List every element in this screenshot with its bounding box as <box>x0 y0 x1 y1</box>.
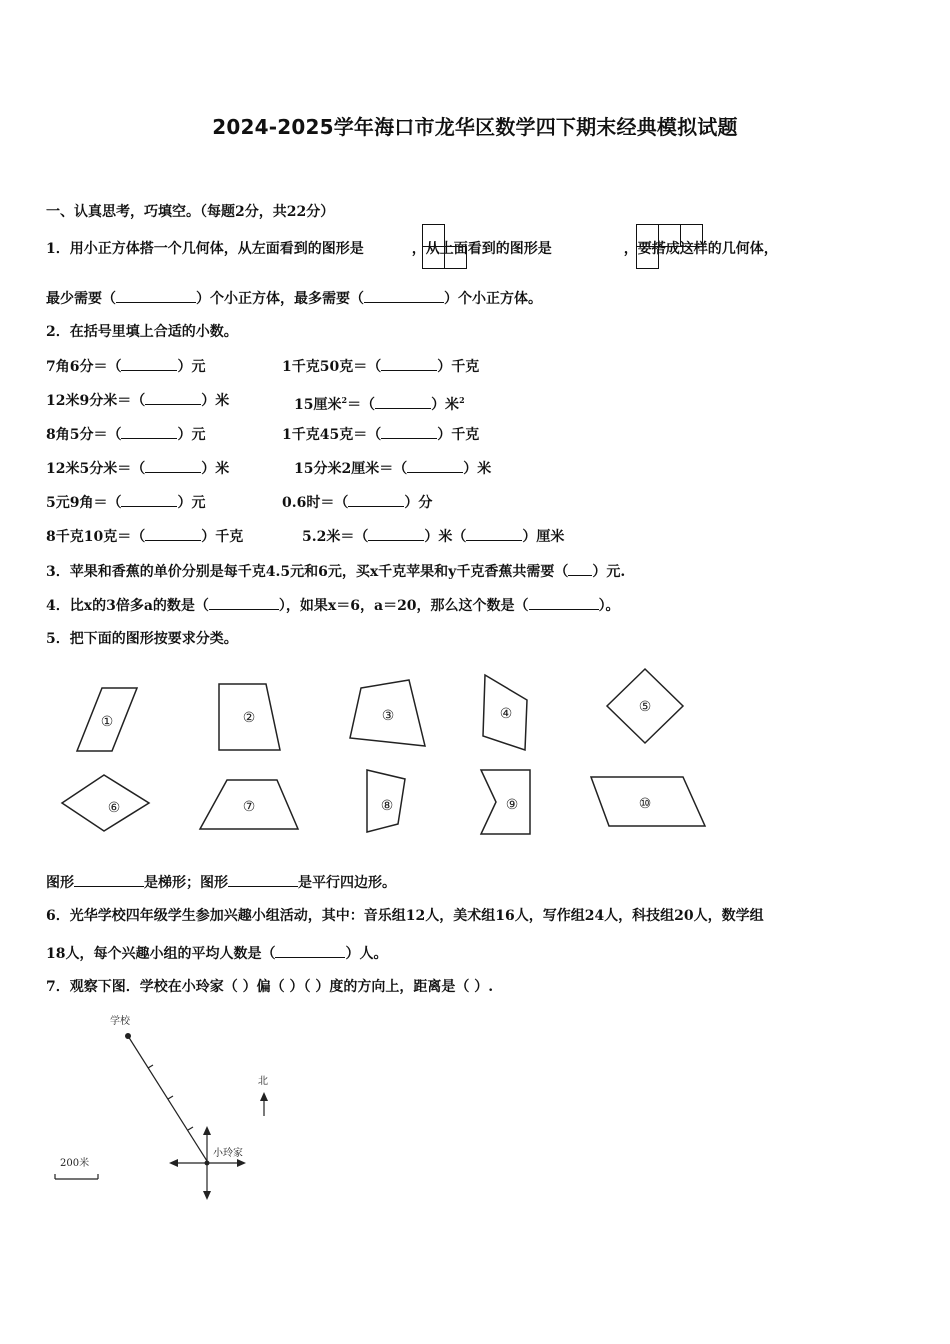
q5-text: 是梯形；图形 <box>144 875 228 891</box>
answer-blank[interactable] <box>381 424 437 439</box>
q2-text: 12米9分米＝（ <box>46 393 146 409</box>
answer-blank[interactable] <box>568 561 592 576</box>
q2-row-2-left <box>46 390 229 411</box>
arrowhead <box>237 1159 246 1167</box>
question-4 <box>46 595 620 616</box>
school-route-line <box>128 1036 207 1161</box>
answer-blank[interactable] <box>145 526 201 541</box>
q2-text: ）元 <box>177 427 206 443</box>
q2-text: ）米 <box>201 393 230 409</box>
arrowhead <box>169 1159 178 1167</box>
q2-row-4-right <box>294 458 491 479</box>
question-5-stem: 5．把下面的图形按要求分类。 <box>46 631 238 647</box>
q3-text: 3．苹果和香蕉的单价分别是每千克4.5元和6元，买x千克苹果和y千克香蕉共需要（ <box>46 564 569 580</box>
answer-blank[interactable] <box>209 595 279 610</box>
q2-text: ）米 <box>463 461 492 477</box>
north-arrowhead <box>260 1092 268 1101</box>
superscript: 2 <box>459 395 465 405</box>
answer-blank[interactable] <box>407 458 463 473</box>
school-label: 学校 <box>110 1016 130 1027</box>
q2-row-4-left <box>46 458 229 479</box>
q2-text: 5.2米＝（ <box>302 529 369 545</box>
q2-text: ）米 <box>201 461 230 477</box>
q2-text: 0.6时＝（ <box>282 495 349 511</box>
answer-blank[interactable] <box>145 390 201 405</box>
q6-text: 18人，每个兴趣小组的平均人数是（ <box>46 946 276 962</box>
answer-blank[interactable] <box>529 595 599 610</box>
q2-row-6-right <box>302 526 564 547</box>
answer-blank[interactable] <box>364 288 444 303</box>
q2-text: ）千克 <box>437 359 480 375</box>
answer-blank[interactable] <box>466 526 522 541</box>
q4-text: 4．比x的3倍多a的数是（ <box>46 598 209 614</box>
q2-text: ）元 <box>177 495 206 511</box>
arrowhead <box>203 1126 211 1135</box>
q2-row-3-left <box>46 424 205 445</box>
q2-text: 7角6分＝（ <box>46 359 122 375</box>
section-heading: 一、认真思考，巧填空。（每题2分，共22分） <box>46 204 335 220</box>
shape-label: ① <box>100 714 114 730</box>
shape-label: ⑥ <box>107 800 121 816</box>
q2-text: ）厘米 <box>522 529 565 545</box>
q5-text: 图形 <box>46 875 74 891</box>
shape-label: ⑤ <box>638 699 652 715</box>
question-2-stem: 2．在括号里填上合适的小数。 <box>46 324 238 340</box>
shape-label: ⑦ <box>242 799 256 815</box>
arrowhead <box>203 1191 211 1200</box>
page-title: 2024-2025学年海口市龙华区数学四下期末经典模拟试题 <box>212 115 738 139</box>
q1-text-c: ，要搭成这样的几何体， <box>623 241 778 257</box>
question-1-line-2 <box>46 288 542 309</box>
q2-text: 15厘米 <box>294 397 342 413</box>
q2-text: 1千克50克＝（ <box>282 359 382 375</box>
answer-blank[interactable] <box>116 288 196 303</box>
home-label: 小玲家 <box>213 1148 243 1159</box>
q2-row-1-left <box>46 356 205 377</box>
q2-text: 15分米2厘米＝（ <box>294 461 408 477</box>
q2-text: 5元9角＝（ <box>46 495 122 511</box>
q2-row-2-right <box>294 390 465 415</box>
shape-label: ③ <box>381 708 395 724</box>
answer-blank[interactable] <box>145 458 201 473</box>
question-6-line-2 <box>46 943 387 964</box>
q2-row-3-right <box>282 424 479 445</box>
question-3 <box>46 561 625 582</box>
q1-text-a: 1．用小正方体搭一个几何体，从左面看到的图形是 <box>46 241 364 257</box>
answer-blank[interactable] <box>375 394 431 409</box>
q2-text: 8角5分＝（ <box>46 427 122 443</box>
question-5-answer <box>46 872 396 893</box>
q6-text: ）人。 <box>345 946 388 962</box>
q2-text: ）元 <box>177 359 206 375</box>
q2-row-5-right <box>282 492 432 513</box>
q2-text: ）千克 <box>201 529 244 545</box>
q2-text: ）米（ <box>424 529 467 545</box>
school-point <box>125 1033 131 1039</box>
q5-text: 是平行四边形。 <box>298 875 396 891</box>
q2-text: 8千克10克＝（ <box>46 529 146 545</box>
q1-text-d: 最少需要（ <box>46 291 116 307</box>
q1-text-b: ，从上面看到的图形是 <box>411 241 552 257</box>
shape-label: ④ <box>499 706 513 722</box>
q2-row-5-left <box>46 492 205 513</box>
shape-label: ② <box>242 710 256 726</box>
answer-blank[interactable] <box>74 872 144 887</box>
direction-map <box>40 1008 300 1208</box>
answer-blank[interactable] <box>121 356 177 371</box>
answer-blank[interactable] <box>348 492 404 507</box>
answer-blank[interactable] <box>368 526 424 541</box>
q3-text: ）元. <box>592 564 626 580</box>
answer-blank[interactable] <box>121 424 177 439</box>
q2-text: ）分 <box>404 495 433 511</box>
shapes-figure <box>0 660 760 850</box>
q1-text-f: ）个小正方体。 <box>444 291 542 307</box>
shape-label: ⑧ <box>380 798 394 814</box>
q2-row-6-left <box>46 526 243 547</box>
answer-blank[interactable] <box>121 492 177 507</box>
q4-text: ）。 <box>598 598 620 614</box>
shape-label: ⑨ <box>505 797 519 813</box>
north-label: 北 <box>258 1076 268 1087</box>
superscript: 2 <box>341 395 348 405</box>
home-point <box>205 1161 210 1166</box>
q2-text: ）千克 <box>437 427 480 443</box>
q1-text-e: ）个小正方体，最多需要（ <box>196 291 364 307</box>
question-7-stem: 7．观察下图．学校在小玲家（ ）偏（ ）（ ）度的方向上，距离是（ ）. <box>46 979 494 995</box>
q2-row-1-right <box>282 356 479 377</box>
answer-blank[interactable] <box>381 356 437 371</box>
scale-label: 200米 <box>60 1158 90 1169</box>
shape-6 <box>62 775 149 831</box>
question-6-line-1: 6．光华学校四年级学生参加兴趣小组活动，其中：音乐组12人，美术组16人，写作组24人，科技组20人，数学组 <box>46 908 764 924</box>
shape-label: ⑩ <box>638 796 652 812</box>
q2-text: ＝（ <box>347 397 376 413</box>
top-view-figure <box>636 224 705 270</box>
q4-text: ），如果x＝6，a＝20，那么这个数是（ <box>278 598 529 614</box>
q2-text: 12米5分米＝（ <box>46 461 146 477</box>
answer-blank[interactable] <box>275 943 345 958</box>
answer-blank[interactable] <box>228 872 298 887</box>
q2-text: 1千克45克＝（ <box>282 427 382 443</box>
left-view-figure <box>422 224 468 270</box>
q2-text: ）米 <box>431 397 460 413</box>
